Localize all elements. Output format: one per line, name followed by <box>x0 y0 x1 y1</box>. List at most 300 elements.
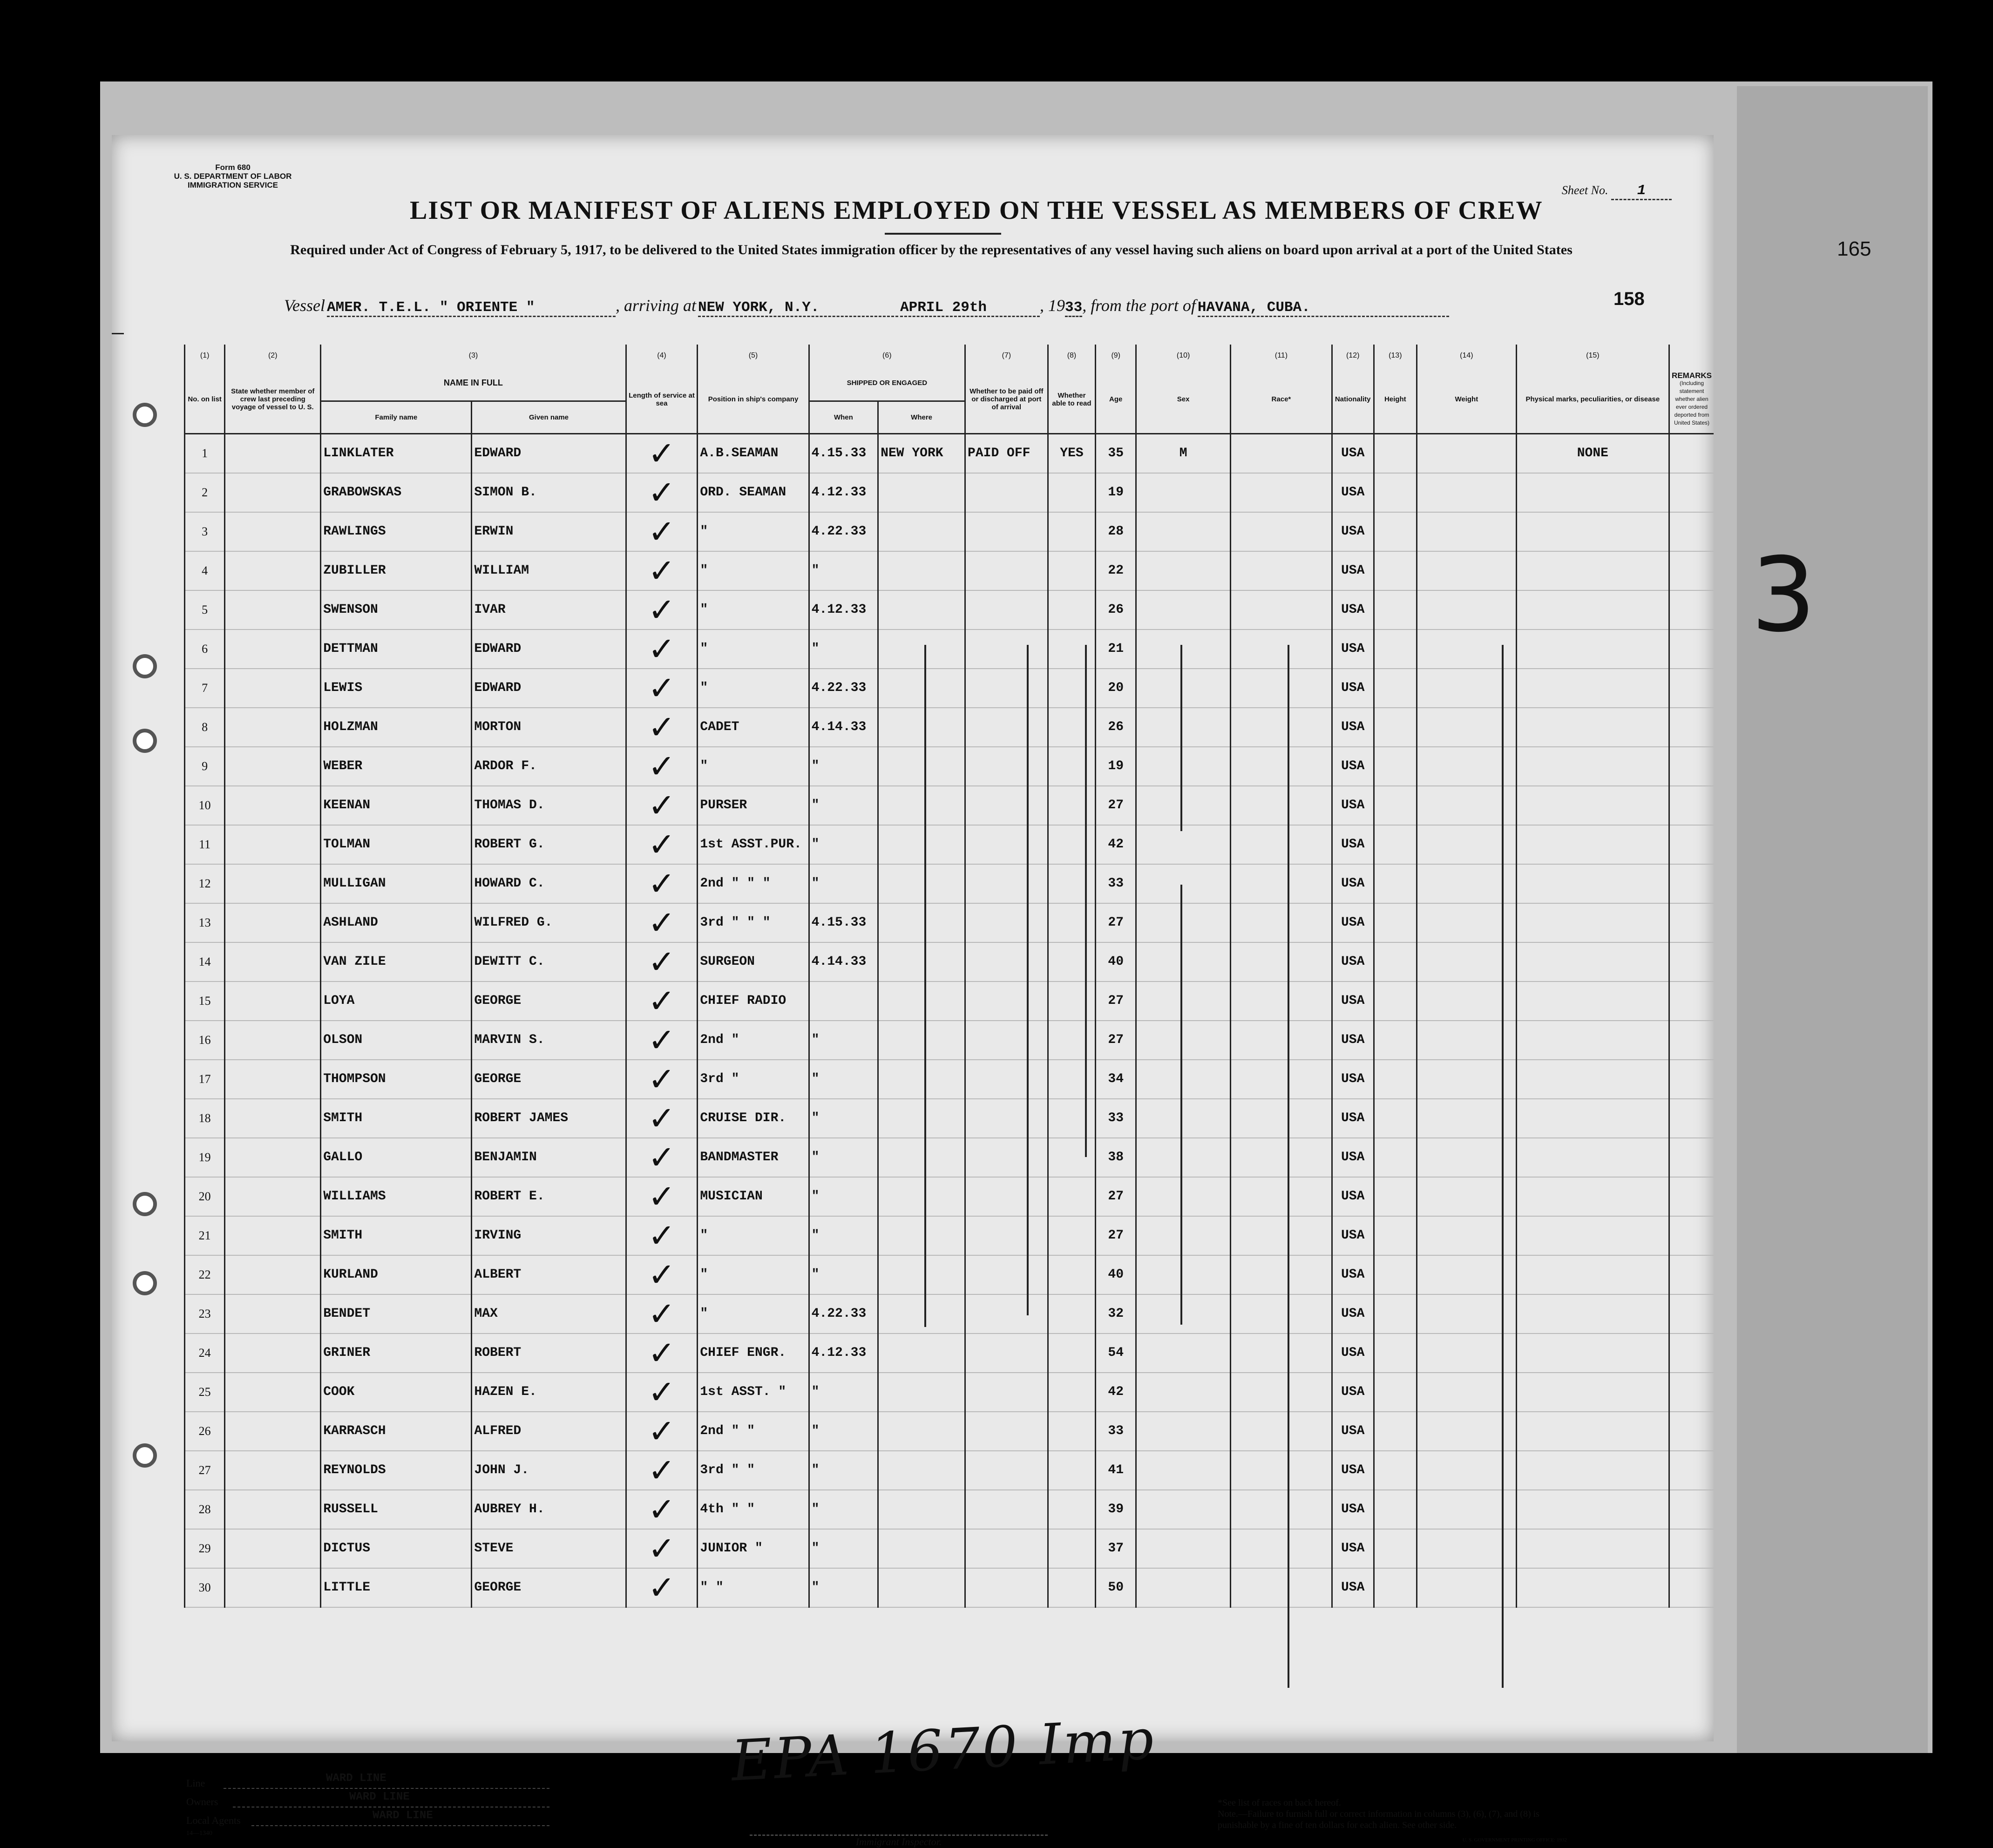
race <box>1231 1412 1332 1451</box>
row-number: 15 <box>185 982 225 1021</box>
shipped-where <box>878 982 965 1021</box>
service-check <box>626 1177 698 1216</box>
state-cell <box>225 1294 321 1334</box>
inspector-label: Immigrant Inspector. <box>855 1836 942 1848</box>
table-row <box>185 1490 1714 1529</box>
weight <box>1417 590 1517 630</box>
sex <box>1136 1099 1231 1138</box>
height <box>1374 1373 1417 1412</box>
physical-marks <box>1516 590 1669 630</box>
family-name: LEWIS <box>321 669 472 708</box>
position: MUSICIAN <box>698 1177 809 1216</box>
state-cell <box>225 1568 321 1607</box>
punch-hole <box>133 403 157 427</box>
given-name: WILFRED G. <box>472 903 626 942</box>
sex <box>1136 1334 1231 1373</box>
physical-marks <box>1516 786 1669 825</box>
state-cell <box>225 1021 321 1060</box>
sex <box>1136 1021 1231 1060</box>
shipped-when: " <box>809 1529 878 1568</box>
remarks <box>1669 1373 1714 1412</box>
nationality: USA <box>1332 825 1374 864</box>
ditto-line <box>1027 645 1029 1315</box>
race <box>1231 1334 1332 1373</box>
column-header-row <box>185 366 1714 401</box>
sex <box>1136 1529 1231 1568</box>
shipped-when: " <box>809 1451 878 1490</box>
family-name: SMITH <box>321 1099 472 1138</box>
shipped-where <box>878 473 965 512</box>
height <box>1374 1255 1417 1294</box>
race <box>1231 1099 1332 1138</box>
table-row <box>185 825 1714 864</box>
shipped-when: " <box>809 786 878 825</box>
table-row <box>185 1529 1714 1568</box>
given-name: EDWARD <box>472 433 626 473</box>
physical-marks <box>1516 1334 1669 1373</box>
page-number: 165 <box>1837 237 1871 260</box>
nationality: USA <box>1332 1451 1374 1490</box>
remarks <box>1669 551 1714 590</box>
shipped-where <box>878 1060 965 1099</box>
remarks <box>1669 433 1714 473</box>
check-mark-icon: ✓ <box>648 942 676 981</box>
position: 3rd " " " <box>698 903 809 942</box>
sex <box>1136 630 1231 669</box>
physical-marks <box>1516 1177 1669 1216</box>
position: 2nd " " <box>698 1412 809 1451</box>
check-mark-icon: ✓ <box>648 864 676 903</box>
service-check <box>626 1373 698 1412</box>
state-cell <box>225 590 321 630</box>
service-check <box>626 708 698 747</box>
age: 26 <box>1096 590 1136 630</box>
age: 20 <box>1096 669 1136 708</box>
height <box>1374 669 1417 708</box>
race <box>1231 1568 1332 1607</box>
able-read <box>1048 1412 1096 1451</box>
state-cell <box>225 1490 321 1529</box>
service-check <box>626 1568 698 1607</box>
race <box>1231 433 1332 473</box>
age: 32 <box>1096 1294 1136 1334</box>
paid-off <box>965 942 1048 982</box>
remarks <box>1669 1412 1714 1451</box>
position: SURGEON <box>698 942 809 982</box>
table-row <box>185 1412 1714 1451</box>
family-name: REYNOLDS <box>321 1451 472 1490</box>
service-check <box>626 630 698 669</box>
weight <box>1417 473 1517 512</box>
service-check <box>626 982 698 1021</box>
nationality: USA <box>1332 1060 1374 1099</box>
nationality: USA <box>1332 1294 1374 1334</box>
page-subtitle: Required under Act of Congress of February 5, 1917, to be delivered to the United States immigration officer by the representatives of any vessel having such aliens on board upon arrival at a port of the United States <box>290 242 1573 257</box>
position: " <box>698 590 809 630</box>
physical-marks <box>1516 1099 1669 1138</box>
able-read <box>1048 786 1096 825</box>
service-check <box>626 1334 698 1373</box>
state-cell <box>225 433 321 473</box>
paid-off <box>965 982 1048 1021</box>
ditto-line <box>1502 645 1504 1688</box>
table-row <box>185 433 1714 473</box>
nationality: USA <box>1332 1216 1374 1255</box>
row-number: 17 <box>185 1060 225 1099</box>
height <box>1374 1568 1417 1607</box>
state-cell <box>225 1099 321 1138</box>
paid-off <box>965 1138 1048 1177</box>
remarks <box>1669 512 1714 551</box>
nationality: USA <box>1332 1099 1374 1138</box>
check-mark-icon: ✓ <box>648 1568 676 1607</box>
col-state-whether: State whether member of crew last preceding voyage of vessel to U. S. <box>225 366 321 433</box>
table-row <box>185 982 1714 1021</box>
physical-marks <box>1516 982 1669 1021</box>
sex <box>1136 786 1231 825</box>
given-name: IRVING <box>472 1216 626 1255</box>
position: 1st ASST. " <box>698 1373 809 1412</box>
shipped-where <box>878 1138 965 1177</box>
family-name: MULLIGAN <box>321 864 472 903</box>
sheet-number <box>1562 183 1672 200</box>
state-cell <box>225 1138 321 1177</box>
able-read <box>1048 1177 1096 1216</box>
age: 40 <box>1096 942 1136 982</box>
height <box>1374 551 1417 590</box>
state-cell <box>225 1060 321 1099</box>
service-check <box>626 1412 698 1451</box>
sex <box>1136 1177 1231 1216</box>
nationality: USA <box>1332 1334 1374 1373</box>
table-row <box>185 551 1714 590</box>
family-name: GRABOWSKAS <box>321 473 472 512</box>
race <box>1231 1294 1332 1334</box>
height <box>1374 825 1417 864</box>
family-name: KURLAND <box>321 1255 472 1294</box>
col-no-on-list: No. on list <box>185 366 225 433</box>
sex <box>1136 1490 1231 1529</box>
service-check <box>626 669 698 708</box>
family-name: BENDET <box>321 1294 472 1334</box>
ditto-line <box>924 645 926 1327</box>
age: 33 <box>1096 1099 1136 1138</box>
able-read <box>1048 903 1096 942</box>
table-row <box>185 864 1714 903</box>
form-service: IMMIGRATION SERVICE <box>188 181 278 190</box>
height <box>1374 1216 1417 1255</box>
shipped-when: 4.12.33 <box>809 1334 878 1373</box>
row-number: 14 <box>185 942 225 982</box>
height <box>1374 512 1417 551</box>
sheet-no-value: 1 <box>1611 183 1672 200</box>
col-name-in-full: NAME IN FULL <box>321 366 626 401</box>
remarks <box>1669 1060 1714 1099</box>
physical-marks <box>1516 512 1669 551</box>
nationality: USA <box>1332 1138 1374 1177</box>
service-check <box>626 942 698 982</box>
check-mark-icon: ✓ <box>648 708 676 746</box>
service-check <box>626 786 698 825</box>
race <box>1231 708 1332 747</box>
age: 34 <box>1096 1060 1136 1099</box>
family-name: WEBER <box>321 747 472 786</box>
paid-off <box>965 590 1048 630</box>
nationality: USA <box>1332 1490 1374 1529</box>
given-name: ROBERT E. <box>472 1177 626 1216</box>
height <box>1374 942 1417 982</box>
age: 26 <box>1096 708 1136 747</box>
sex <box>1136 825 1231 864</box>
footer-agents-value: WARD LINE <box>373 1809 433 1822</box>
back-sheet-edge <box>1737 86 1928 1753</box>
remarks <box>1669 1177 1714 1216</box>
check-mark-icon: ✓ <box>648 825 676 864</box>
check-mark-icon: ✓ <box>648 1021 676 1059</box>
position: 2nd " <box>698 1021 809 1060</box>
shipped-when: " <box>809 1412 878 1451</box>
check-mark-icon: ✓ <box>648 982 676 1020</box>
shipped-when: " <box>809 1216 878 1255</box>
service-check <box>626 1021 698 1060</box>
sex <box>1136 1060 1231 1099</box>
col-paid-off: Whether to be paid off or discharged at port of arrival <box>965 366 1048 433</box>
position: 2nd " " " <box>698 864 809 903</box>
race <box>1231 1451 1332 1490</box>
race <box>1231 630 1332 669</box>
row-number: 26 <box>185 1412 225 1451</box>
service-check <box>626 1060 698 1099</box>
position: " <box>698 1255 809 1294</box>
sex <box>1136 512 1231 551</box>
age: 27 <box>1096 1021 1136 1060</box>
remarks <box>1669 942 1714 982</box>
able-read <box>1048 1490 1096 1529</box>
form-number: Form 680 <box>215 163 251 172</box>
check-mark-icon: ✓ <box>648 1060 676 1098</box>
table-row <box>185 473 1714 512</box>
table-row <box>185 1060 1714 1099</box>
sheet-label: Sheet No. <box>1561 183 1608 197</box>
position: JUNIOR " <box>698 1529 809 1568</box>
paid-off <box>965 1021 1048 1060</box>
table-row <box>185 708 1714 747</box>
paid-off <box>965 1529 1048 1568</box>
row-number: 10 <box>185 786 225 825</box>
check-mark-icon: ✓ <box>648 551 676 590</box>
age: 37 <box>1096 1529 1136 1568</box>
given-name: BENJAMIN <box>472 1138 626 1177</box>
physical-marks <box>1516 1138 1669 1177</box>
shipped-where: NEW YORK <box>878 433 965 473</box>
shipped-where <box>878 786 965 825</box>
position: " <box>698 630 809 669</box>
position: " <box>698 1216 809 1255</box>
height <box>1374 786 1417 825</box>
row-number: 19 <box>185 1138 225 1177</box>
footer-owners-label: Owners <box>186 1796 218 1807</box>
physical-marks <box>1516 1451 1669 1490</box>
family-name: KEENAN <box>321 786 472 825</box>
table-row <box>185 1099 1714 1138</box>
row-number: 9 <box>185 747 225 786</box>
shipped-when: 4.22.33 <box>809 1294 878 1334</box>
able-read <box>1048 1334 1096 1373</box>
table-row <box>185 1138 1714 1177</box>
remarks <box>1669 982 1714 1021</box>
able-read <box>1048 982 1096 1021</box>
remarks <box>1669 747 1714 786</box>
check-mark-icon: ✓ <box>648 1334 676 1372</box>
table-row <box>185 1294 1714 1334</box>
row-number: 2 <box>185 473 225 512</box>
shipped-when: 4.22.33 <box>809 512 878 551</box>
given-name: ROBERT JAMES <box>472 1099 626 1138</box>
col-height: Height <box>1374 366 1417 433</box>
height <box>1374 1177 1417 1216</box>
physical-marks <box>1516 1255 1669 1294</box>
nationality: USA <box>1332 1412 1374 1451</box>
nationality: USA <box>1332 786 1374 825</box>
nationality: USA <box>1332 864 1374 903</box>
age: 27 <box>1096 903 1136 942</box>
sex <box>1136 747 1231 786</box>
able-read <box>1048 1099 1096 1138</box>
row-number: 25 <box>185 1373 225 1412</box>
table-row <box>185 1451 1714 1490</box>
paid-off <box>965 786 1048 825</box>
service-check <box>626 1529 698 1568</box>
state-cell <box>225 1216 321 1255</box>
race <box>1231 1216 1332 1255</box>
age: 33 <box>1096 1412 1136 1451</box>
check-mark-icon: ✓ <box>648 1412 676 1450</box>
handwritten-signature: EPA 1670 Imp <box>729 1707 1157 1794</box>
race <box>1231 590 1332 630</box>
shipped-when: " <box>809 864 878 903</box>
shipped-where <box>878 864 965 903</box>
row-number: 1 <box>185 433 225 473</box>
race <box>1231 1021 1332 1060</box>
remarks <box>1669 1334 1714 1373</box>
column-number-row: (1) (2) (3) (4) (5) (6) (7) (8) (9) (10) (11) (12) (13) (14) (15) <box>185 345 1714 366</box>
able-read <box>1048 1138 1096 1177</box>
from-port-value: HAVANA, CUBA. <box>1198 299 1449 317</box>
able-read <box>1048 1529 1096 1568</box>
remarks <box>1669 1294 1714 1334</box>
paid-off <box>965 747 1048 786</box>
manifest-sheet <box>112 135 1714 1848</box>
col-given-name: Given name <box>472 401 626 433</box>
paid-off: PAID OFF <box>965 433 1048 473</box>
able-read <box>1048 1021 1096 1060</box>
physical-marks <box>1516 1060 1669 1099</box>
remarks <box>1669 473 1714 512</box>
given-name: HAZEN E. <box>472 1373 626 1412</box>
service-check <box>626 590 698 630</box>
manifest-body <box>185 433 1714 1607</box>
arriving-label: , arriving at <box>615 296 696 315</box>
able-read <box>1048 1451 1096 1490</box>
service-check <box>626 747 698 786</box>
family-name: THOMPSON <box>321 1060 472 1099</box>
nationality: USA <box>1332 747 1374 786</box>
paid-off <box>965 1294 1048 1334</box>
check-mark-icon: ✓ <box>648 630 676 668</box>
given-name: EDWARD <box>472 630 626 669</box>
given-name: WILLIAM <box>472 551 626 590</box>
height <box>1374 903 1417 942</box>
sex <box>1136 1216 1231 1255</box>
shipped-when: 4.14.33 <box>809 708 878 747</box>
state-cell <box>225 1412 321 1451</box>
service-check <box>626 1490 698 1529</box>
shipped-where <box>878 708 965 747</box>
remarks <box>1669 1099 1714 1138</box>
shipped-where <box>878 590 965 630</box>
inspector-signature-line <box>750 1834 1048 1848</box>
physical-marks: NONE <box>1516 433 1669 473</box>
race <box>1231 1060 1332 1099</box>
row-number: 3 <box>185 512 225 551</box>
row-number: 24 <box>185 1334 225 1373</box>
position: " <box>698 747 809 786</box>
position: 3rd " <box>698 1060 809 1099</box>
race <box>1231 864 1332 903</box>
shipped-when: " <box>809 1099 878 1138</box>
table-row <box>185 1255 1714 1294</box>
table-row <box>185 1177 1714 1216</box>
family-name: LINKLATER <box>321 433 472 473</box>
state-cell <box>225 1451 321 1490</box>
given-name: ALFRED <box>472 1412 626 1451</box>
table-row <box>185 786 1714 825</box>
race <box>1231 1529 1332 1568</box>
paid-off <box>965 473 1048 512</box>
sex <box>1136 708 1231 747</box>
check-mark-icon: ✓ <box>648 1255 676 1294</box>
sex <box>1136 864 1231 903</box>
shipped-when: " <box>809 551 878 590</box>
family-name: HOLZMAN <box>321 708 472 747</box>
sex <box>1136 1255 1231 1294</box>
given-name: EDWARD <box>472 669 626 708</box>
footer-notes <box>1218 1797 1567 1846</box>
manifest-table <box>184 345 1714 1608</box>
position: PURSER <box>698 786 809 825</box>
age: 39 <box>1096 1490 1136 1529</box>
position: " <box>698 669 809 708</box>
footer-labels <box>186 1774 652 1837</box>
physical-marks <box>1516 1216 1669 1255</box>
position: 3rd " " <box>698 1451 809 1490</box>
height <box>1374 630 1417 669</box>
state-cell <box>225 825 321 864</box>
nationality: USA <box>1332 630 1374 669</box>
weight <box>1417 551 1517 590</box>
sex <box>1136 1373 1231 1412</box>
given-name: ERWIN <box>472 512 626 551</box>
check-mark-icon: ✓ <box>648 512 676 551</box>
position: CHIEF ENGR. <box>698 1334 809 1373</box>
col-position: Position in ship's company <box>698 366 809 433</box>
arriving-value: NEW YORK, N.Y. <box>698 299 898 317</box>
physical-marks <box>1516 1021 1669 1060</box>
height <box>1374 1490 1417 1529</box>
given-name: AUBREY H. <box>472 1490 626 1529</box>
shipped-when: " <box>809 630 878 669</box>
vessel-line <box>284 296 1449 317</box>
